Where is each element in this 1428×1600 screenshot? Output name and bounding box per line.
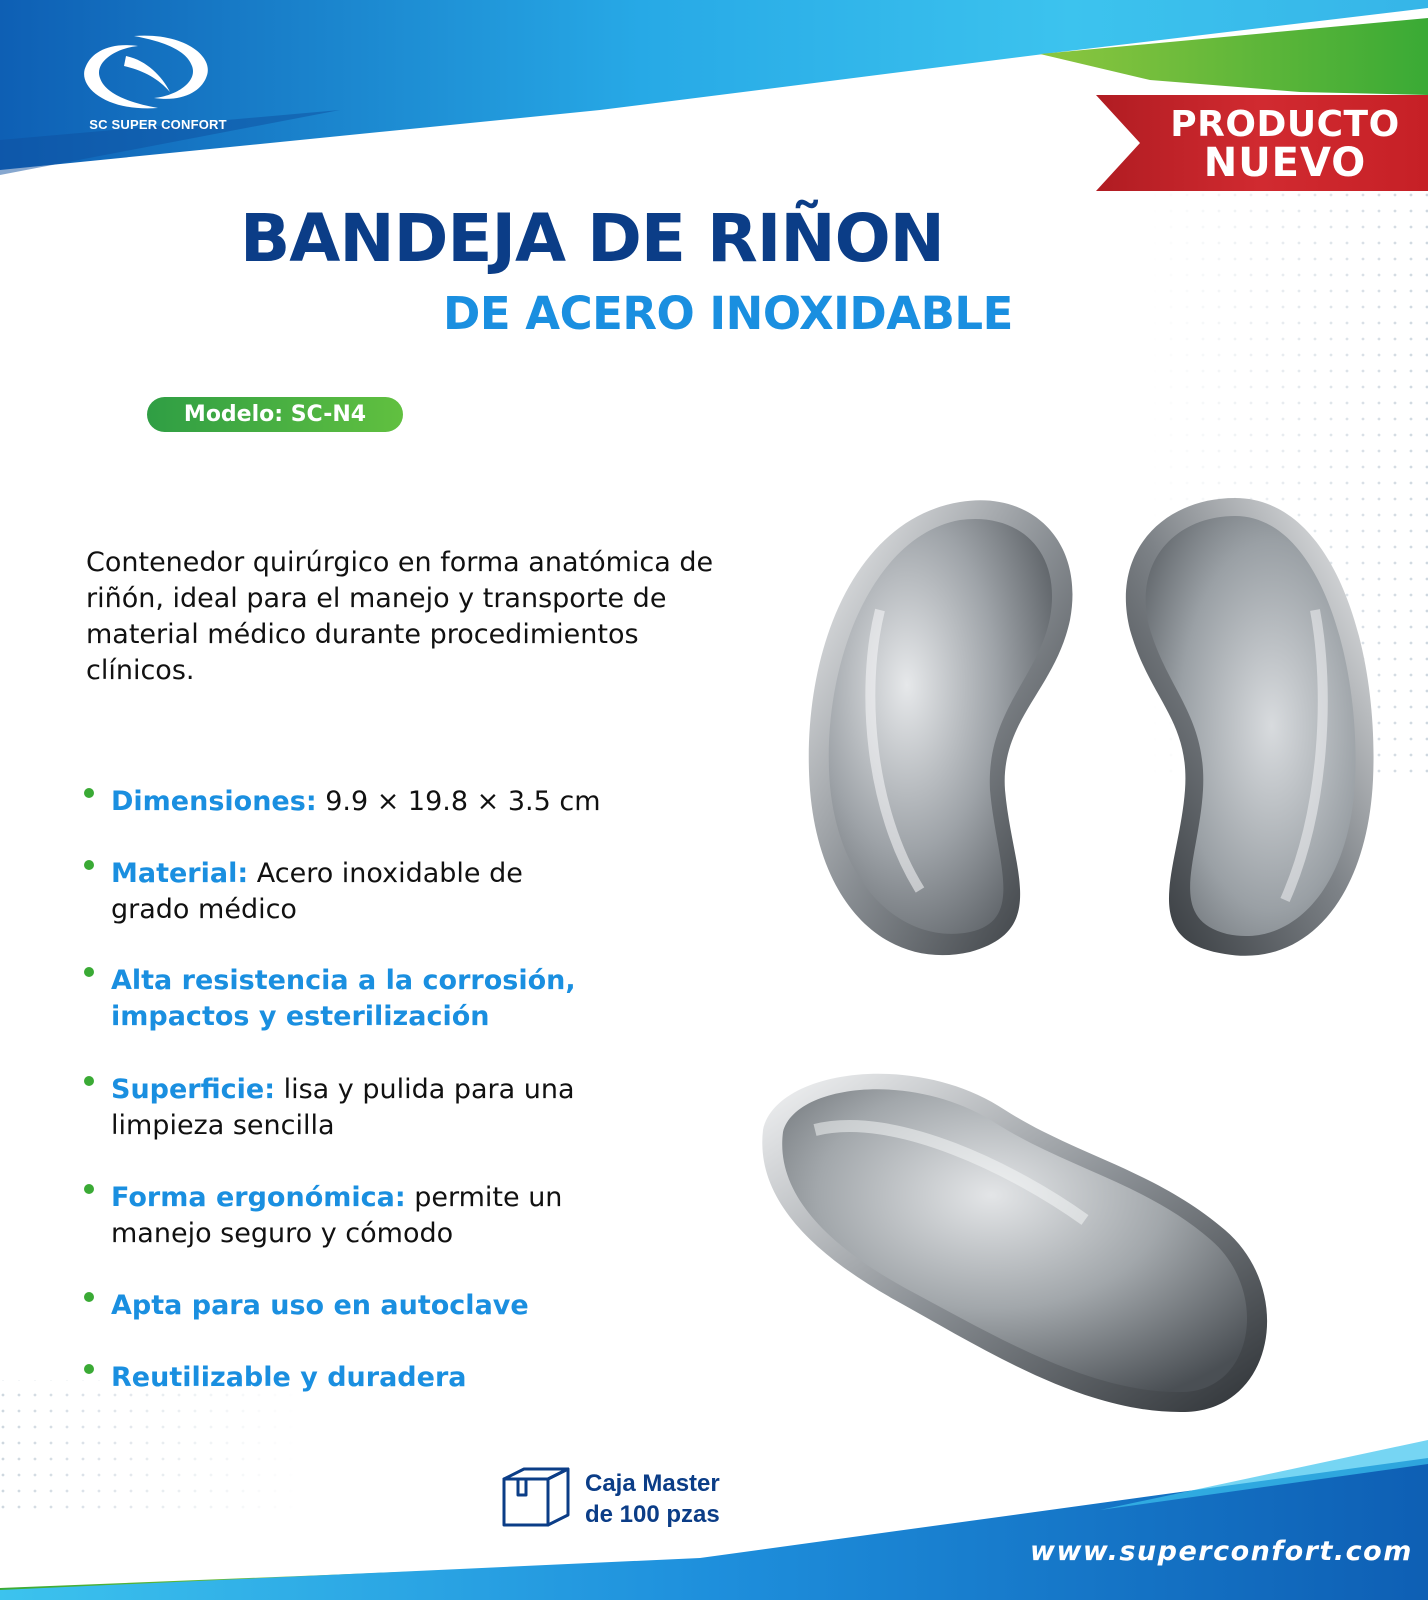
bullet-dot-icon: [84, 1184, 94, 1194]
box-icon: [500, 1465, 572, 1529]
feature-label: Superficie:: [111, 1074, 276, 1105]
kidney-tray-image-bottom: [755, 1050, 1285, 1420]
badge-line2: NUEVO: [1203, 140, 1367, 186]
bullet-dot-icon: [84, 1292, 94, 1302]
packaging-line2: de 100 pzas: [585, 1501, 720, 1528]
bullet-dot-icon: [84, 788, 94, 798]
product-title: BANDEJA DE RIÑON: [240, 200, 944, 277]
packaging-line1: Caja Master: [585, 1470, 720, 1497]
feature-text: 9.9 × 19.8 × 3.5 cm: [316, 786, 601, 817]
feature-label: Reutilizable y duradera: [111, 1362, 467, 1393]
model-badge: Modelo: SC-N4: [147, 397, 403, 432]
brand-name: SC SUPER CONFORT: [89, 117, 227, 132]
bullet-dot-icon: [84, 860, 94, 870]
feature-text: Acero inoxidable de grado médico: [111, 858, 523, 925]
feature-text: permite un manejo seguro y cómodo: [111, 1182, 563, 1249]
bullet-dot-icon: [84, 967, 94, 977]
product-subtitle: DE ACERO INOXIDABLE: [443, 287, 1013, 340]
sc-swoosh-logo-icon: [66, 26, 226, 118]
feature-text: lisa y pulida para una limpieza sencilla: [111, 1074, 575, 1141]
feature-label: Alta resistencia a la corrosión, impactos y esterilización: [111, 965, 576, 1032]
bullet-dot-icon: [84, 1076, 94, 1086]
kidney-tray-image-right: [1105, 490, 1380, 960]
feature-label: Material:: [111, 858, 249, 889]
badge-line1: PRODUCTO: [1170, 104, 1400, 145]
feature-label: Forma ergonómica:: [111, 1182, 406, 1213]
feature-label: Apta para uso en autoclave: [111, 1290, 529, 1321]
kidney-tray-image-left: [800, 490, 1100, 960]
packaging-info: [585, 1468, 720, 1530]
website-url[interactable]: www.superconfort.com: [1030, 1536, 1413, 1567]
feature-label: Dimensiones:: [111, 786, 317, 817]
product-description: Contenedor quirúrgico en forma anatómica de riñón, ideal para el manejo y transporte de material médico durante procedimientos clínicos.: [86, 547, 714, 686]
bullet-dot-icon: [84, 1364, 94, 1374]
